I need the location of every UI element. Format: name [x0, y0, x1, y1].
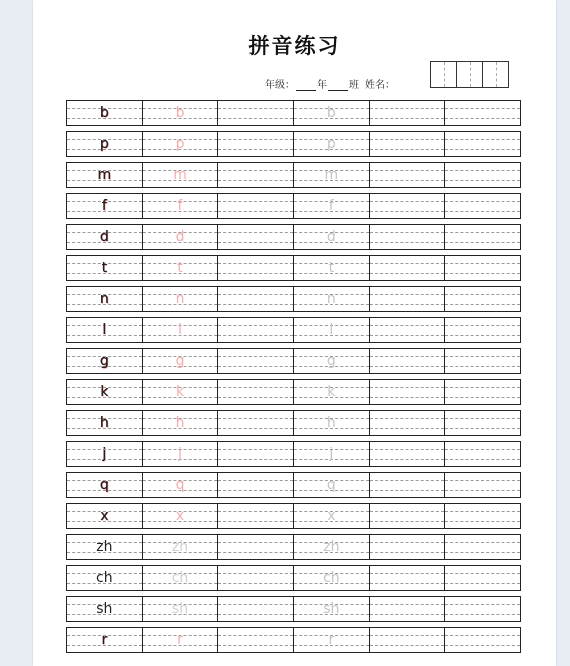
trace-letter: g	[175, 353, 185, 369]
writing-cell[interactable]	[294, 504, 370, 528]
name-grid-cell	[431, 62, 457, 87]
writing-cell[interactable]	[294, 442, 370, 466]
writing-cell[interactable]	[445, 628, 520, 652]
writing-cell[interactable]	[143, 349, 219, 373]
writing-cell[interactable]	[294, 380, 370, 404]
writing-cell[interactable]	[67, 504, 143, 528]
writing-cell[interactable]	[370, 287, 446, 311]
writing-cell[interactable]	[143, 442, 219, 466]
writing-cell[interactable]	[143, 535, 219, 559]
grade-label: 年级：	[265, 80, 295, 91]
writing-cell[interactable]	[370, 194, 446, 218]
model-letter: d	[99, 229, 109, 245]
practice-row	[66, 131, 521, 157]
writing-cell[interactable]	[67, 628, 143, 652]
model-letter: sh	[96, 601, 113, 617]
writing-cell[interactable]	[218, 473, 294, 497]
writing-cell[interactable]	[294, 163, 370, 187]
guide-letter: t	[328, 260, 335, 276]
writing-cell[interactable]	[445, 566, 520, 590]
writing-cell[interactable]	[294, 256, 370, 280]
writing-cell[interactable]	[218, 380, 294, 404]
practice-row	[66, 224, 521, 250]
writing-cell[interactable]	[143, 318, 219, 342]
writing-cell[interactable]	[67, 535, 143, 559]
student-info-line	[265, 75, 395, 91]
practice-row	[66, 193, 521, 219]
practice-row	[66, 472, 521, 498]
writing-cell[interactable]	[218, 163, 294, 187]
writing-cell[interactable]	[294, 287, 370, 311]
trace-letter: zh	[171, 539, 189, 555]
writing-cell[interactable]	[445, 287, 520, 311]
writing-cell[interactable]	[67, 349, 143, 373]
writing-cell[interactable]	[218, 256, 294, 280]
model-letter: k	[100, 384, 109, 400]
writing-cell[interactable]	[67, 473, 143, 497]
writing-cell[interactable]	[370, 349, 446, 373]
writing-cell[interactable]	[370, 256, 446, 280]
model-letter: g	[99, 353, 109, 369]
writing-cell[interactable]	[143, 597, 219, 621]
practice-row	[66, 100, 521, 126]
guide-letter: sh	[323, 601, 340, 617]
writing-cell[interactable]	[67, 318, 143, 342]
writing-cell[interactable]	[218, 318, 294, 342]
writing-cell[interactable]	[67, 442, 143, 466]
writing-cell[interactable]	[218, 597, 294, 621]
model-letter: l	[102, 322, 107, 338]
writing-cell[interactable]	[294, 101, 370, 125]
guide-letter: g	[326, 353, 336, 369]
writing-cell[interactable]	[370, 411, 446, 435]
class-label: 班	[349, 80, 359, 91]
writing-cell[interactable]	[67, 163, 143, 187]
writing-cell[interactable]	[370, 132, 446, 156]
trace-letter: m	[173, 167, 187, 183]
writing-cell[interactable]	[445, 225, 520, 249]
practice-row	[66, 596, 521, 622]
writing-cell[interactable]	[445, 349, 520, 373]
writing-cell[interactable]	[143, 163, 219, 187]
writing-cell[interactable]	[445, 132, 520, 156]
trace-letter: l	[178, 322, 182, 338]
practice-row	[66, 255, 521, 281]
writing-cell[interactable]	[370, 225, 446, 249]
practice-row	[66, 286, 521, 312]
guide-letter: d	[326, 229, 336, 245]
writing-cell[interactable]	[370, 318, 446, 342]
writing-cell[interactable]	[218, 349, 294, 373]
trace-letter: k	[175, 384, 185, 400]
writing-cell[interactable]	[294, 597, 370, 621]
practice-row	[66, 534, 521, 560]
trace-letter: j	[178, 446, 182, 462]
writing-cell[interactable]	[294, 566, 370, 590]
writing-cell[interactable]	[218, 535, 294, 559]
writing-cell[interactable]	[218, 101, 294, 125]
practice-row	[66, 503, 521, 529]
writing-cell[interactable]	[445, 411, 520, 435]
writing-cell[interactable]	[445, 318, 520, 342]
guide-letter: f	[328, 198, 334, 214]
name-grid-cell	[457, 62, 483, 87]
writing-cell[interactable]	[445, 194, 520, 218]
model-letter: x	[100, 508, 109, 524]
writing-cell[interactable]	[218, 566, 294, 590]
guide-letter: k	[327, 384, 336, 400]
writing-cell[interactable]	[370, 101, 446, 125]
writing-cell[interactable]	[67, 194, 143, 218]
writing-cell[interactable]	[294, 318, 370, 342]
model-letter: ch	[96, 570, 113, 586]
class-blank	[328, 80, 348, 91]
trace-letter: sh	[171, 601, 189, 617]
writing-cell[interactable]	[370, 566, 446, 590]
trace-letter: x	[175, 508, 185, 524]
writing-cell[interactable]	[143, 132, 219, 156]
writing-cell[interactable]	[143, 628, 219, 652]
trace-letter: r	[177, 632, 183, 648]
writing-cell[interactable]	[143, 225, 219, 249]
writing-cell[interactable]	[370, 597, 446, 621]
writing-cell[interactable]	[143, 566, 219, 590]
trace-letter: b	[175, 105, 185, 121]
practice-row	[66, 410, 521, 436]
writing-cell[interactable]	[218, 287, 294, 311]
practice-row	[66, 441, 521, 467]
writing-cell[interactable]	[67, 101, 143, 125]
writing-cell[interactable]	[143, 256, 219, 280]
year-label: 年	[317, 80, 327, 91]
writing-cell[interactable]	[67, 411, 143, 435]
writing-cell[interactable]	[370, 504, 446, 528]
model-letter: m	[97, 167, 112, 183]
writing-cell[interactable]	[67, 225, 143, 249]
writing-cell[interactable]	[218, 194, 294, 218]
writing-cell[interactable]	[67, 287, 143, 311]
writing-cell[interactable]	[143, 287, 219, 311]
writing-cell[interactable]	[445, 504, 520, 528]
guide-letter: zh	[323, 539, 340, 555]
writing-cell[interactable]	[67, 132, 143, 156]
model-letter: h	[99, 415, 109, 431]
writing-cell[interactable]	[218, 225, 294, 249]
writing-cell[interactable]	[67, 597, 143, 621]
writing-cell[interactable]	[370, 473, 446, 497]
writing-cell[interactable]	[218, 132, 294, 156]
name-grid-cell	[483, 62, 508, 87]
practice-row	[66, 379, 521, 405]
writing-cell[interactable]	[445, 473, 520, 497]
writing-cell[interactable]	[370, 163, 446, 187]
trace-letter: n	[175, 291, 185, 307]
writing-cell[interactable]	[143, 411, 219, 435]
practice-row	[66, 348, 521, 374]
practice-row	[66, 565, 521, 591]
trace-letter: p	[175, 136, 185, 152]
writing-cell[interactable]	[294, 349, 370, 373]
practice-row	[66, 162, 521, 188]
model-letter: b	[99, 105, 109, 121]
writing-cell[interactable]	[445, 535, 520, 559]
writing-cell[interactable]	[143, 473, 219, 497]
guide-letter: p	[326, 136, 336, 152]
guide-letter: m	[324, 167, 339, 183]
model-letter: r	[101, 632, 108, 648]
writing-cell[interactable]	[143, 504, 219, 528]
model-letter: zh	[96, 539, 113, 555]
writing-cell[interactable]	[445, 163, 520, 187]
trace-letter: d	[175, 229, 185, 245]
writing-cell[interactable]	[294, 132, 370, 156]
writing-cell[interactable]	[370, 535, 446, 559]
writing-cell[interactable]	[294, 473, 370, 497]
trace-letter: q	[175, 477, 185, 493]
model-letter: p	[99, 136, 109, 152]
writing-cell[interactable]	[370, 628, 446, 652]
practice-row	[66, 317, 521, 343]
trace-letter: t	[177, 260, 183, 276]
guide-letter: h	[326, 415, 336, 431]
name-grid	[430, 61, 509, 88]
guide-letter: n	[326, 291, 336, 307]
name-label: 姓名：	[365, 80, 395, 91]
grade-blank	[296, 80, 316, 91]
writing-cell[interactable]	[445, 380, 520, 404]
guide-letter: q	[326, 477, 336, 493]
model-letter: j	[102, 446, 107, 462]
writing-cell[interactable]	[143, 101, 219, 125]
writing-cell[interactable]	[445, 597, 520, 621]
writing-cell[interactable]	[294, 411, 370, 435]
writing-cell[interactable]	[294, 225, 370, 249]
trace-letter: f	[177, 198, 183, 214]
practice-row	[66, 627, 521, 653]
writing-cell[interactable]	[143, 380, 219, 404]
guide-letter: r	[328, 632, 335, 648]
model-letter: f	[101, 198, 107, 214]
writing-cell[interactable]	[294, 628, 370, 652]
guide-letter: j	[329, 446, 334, 462]
writing-cell[interactable]	[294, 535, 370, 559]
writing-cell[interactable]	[67, 256, 143, 280]
model-letter: n	[99, 291, 109, 307]
writing-cell[interactable]	[67, 380, 143, 404]
writing-cell[interactable]	[218, 504, 294, 528]
guide-letter: l	[329, 322, 334, 338]
writing-cell[interactable]	[445, 101, 520, 125]
writing-cell[interactable]	[370, 380, 446, 404]
writing-cell[interactable]	[67, 566, 143, 590]
guide-letter: x	[327, 508, 336, 524]
writing-cell[interactable]	[218, 411, 294, 435]
writing-cell[interactable]	[218, 442, 294, 466]
writing-cell[interactable]	[370, 442, 446, 466]
writing-cell[interactable]	[445, 442, 520, 466]
writing-cell[interactable]	[445, 256, 520, 280]
guide-letter: ch	[323, 570, 340, 586]
trace-letter: ch	[171, 570, 189, 586]
writing-cell[interactable]	[294, 194, 370, 218]
page-title: 拼音练习	[248, 33, 341, 58]
worksheet-page	[33, 0, 556, 666]
model-letter: t	[101, 260, 108, 276]
writing-cell[interactable]	[218, 628, 294, 652]
writing-cell[interactable]	[143, 194, 219, 218]
guide-letter: b	[326, 105, 336, 121]
trace-letter: h	[175, 415, 185, 431]
model-letter: q	[99, 477, 109, 493]
